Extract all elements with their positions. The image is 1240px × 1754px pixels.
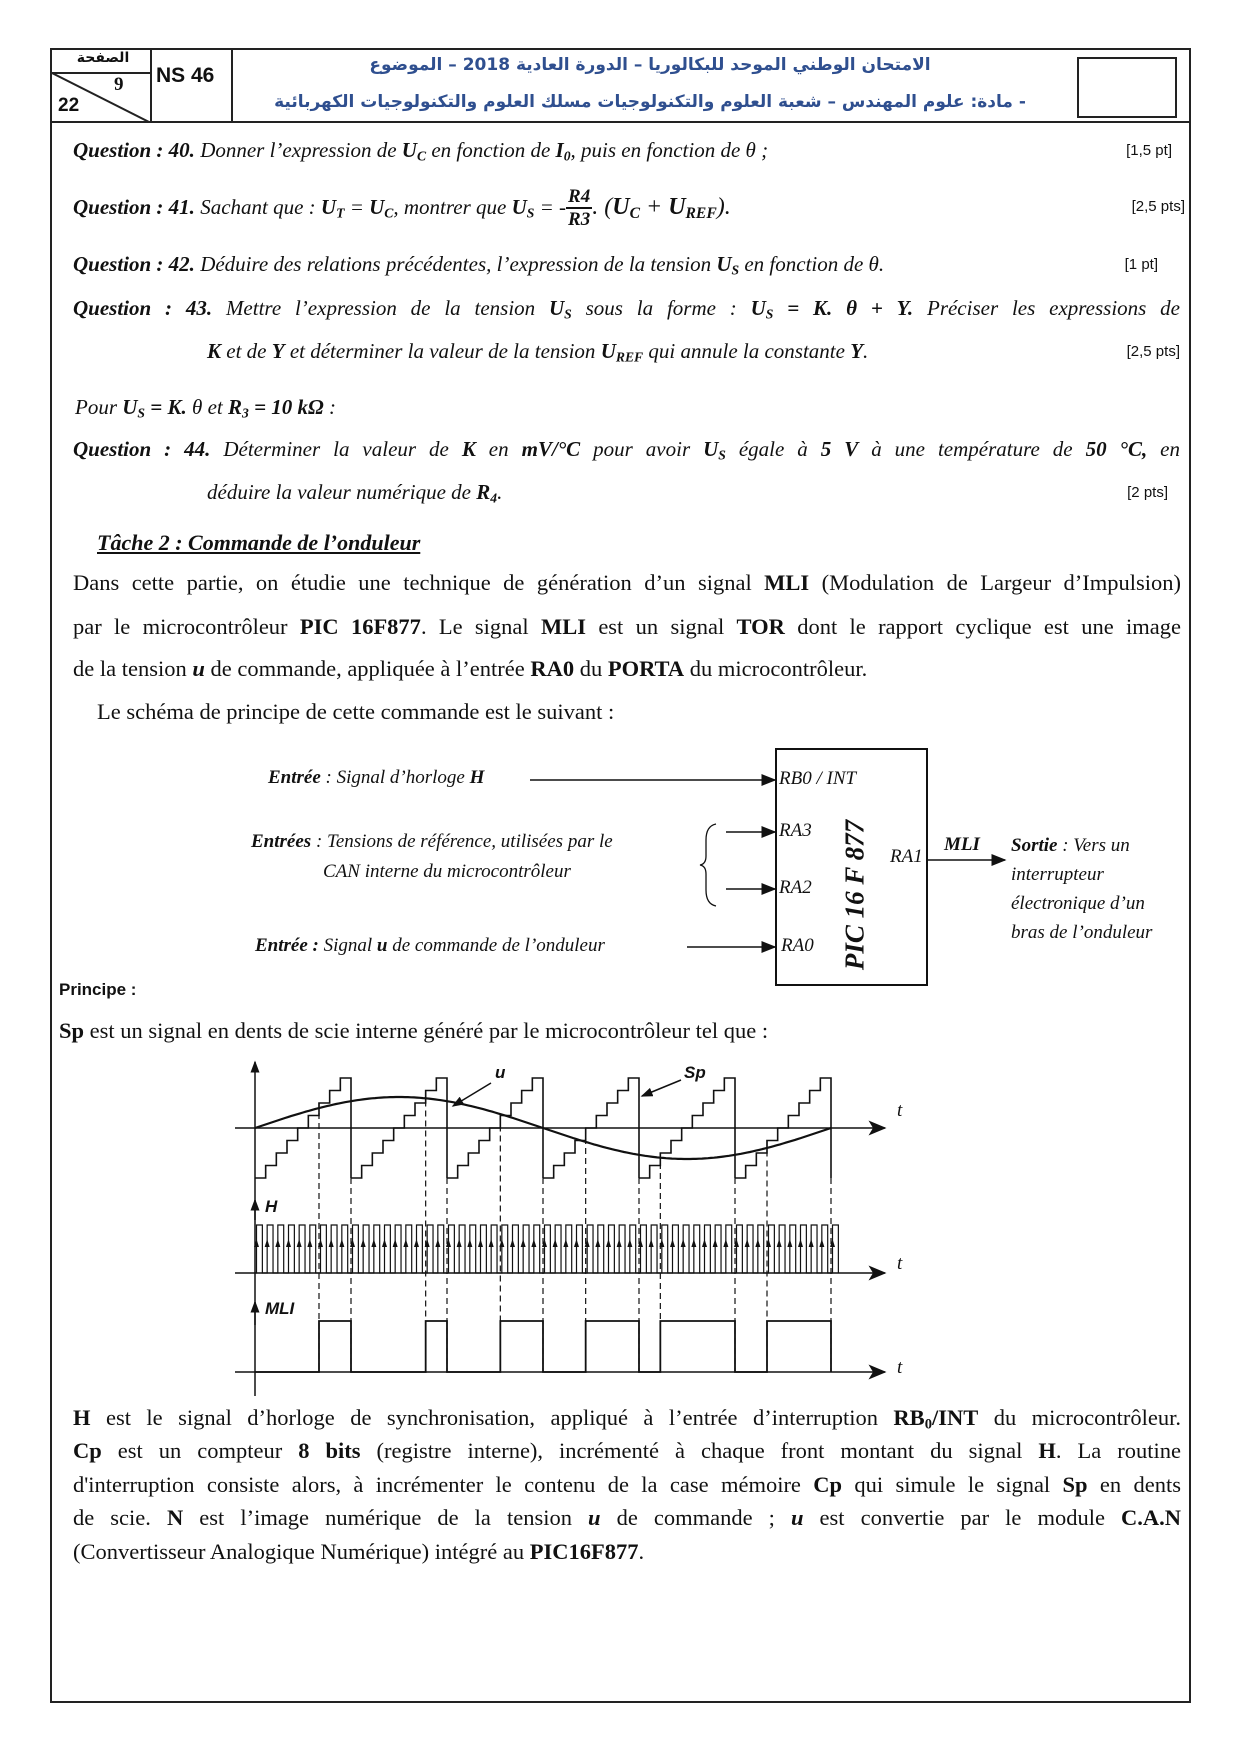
text-run: RB [893, 1405, 925, 1430]
text-run: est l’image numérique de la tension [183, 1505, 589, 1530]
text-run: 0 [563, 148, 571, 164]
grade-box [1077, 57, 1177, 118]
text-run: U [369, 194, 385, 219]
principe-title: Principe : [59, 980, 137, 999]
question-44-line2 [207, 480, 502, 506]
header-title-line1: الامتحان الوطني الموحد للبكالوريا – الدورة العادية 2018 – الموضوع [369, 55, 931, 75]
output-line [1011, 831, 1152, 860]
text-run: TOR [736, 614, 785, 639]
text-run: est un compteur [101, 1438, 299, 1463]
timing-chart [0, 1050, 1240, 1410]
text-run: et [202, 395, 228, 419]
text-run: Entrée [268, 767, 321, 788]
t-axis-label: t [897, 1253, 903, 1274]
input-u-label [255, 935, 605, 957]
text-run: déduire la valeur numérique de [207, 480, 477, 504]
pin-ra3: RA3 [779, 820, 812, 841]
text-run: est un signal en dents de scie interne généré par le microcontrôleur tel que : [84, 1018, 769, 1043]
text-run: U [511, 194, 527, 219]
text-run: en [475, 437, 522, 461]
text-run: 8 bits [298, 1438, 361, 1463]
text-run: H [469, 767, 485, 788]
text-run: . La routine [1055, 1438, 1181, 1463]
text-run: MLI [764, 570, 810, 595]
text-run: du [574, 656, 608, 681]
text-run: de commande de l’onduleur [387, 935, 605, 956]
intro-line [73, 656, 867, 682]
signal-h [255, 1225, 838, 1273]
exam-code: NS 46 [156, 64, 215, 87]
page-total: 22 [58, 95, 80, 116]
sp-description [59, 1018, 768, 1044]
question-40 [73, 138, 768, 164]
text-run: interrupteur [1011, 864, 1104, 885]
pin-ra0: RA0 [781, 935, 814, 956]
text-run: u [192, 656, 205, 681]
sp-pointer [642, 1080, 681, 1096]
question-44-points: [2 pts] [1127, 484, 1168, 501]
pin-ra2: RA2 [779, 877, 812, 898]
text-run: RA0 [530, 656, 575, 681]
text-run: Préciser les expressions de [913, 296, 1180, 320]
text-run: du microcontrôleur. [978, 1405, 1181, 1430]
page-number: 9 [114, 74, 124, 95]
text-run: en dents [1087, 1472, 1181, 1497]
text-run: u [588, 1505, 601, 1530]
question-43-line2 [207, 339, 868, 365]
header-divider [50, 121, 1189, 123]
text-run: : Signal d’horloge [320, 767, 470, 788]
explanation-line [73, 1438, 1181, 1464]
text-run: et déterminer la valeur de la tension [284, 339, 601, 363]
text-run: sous la forme : [571, 296, 751, 320]
u-pointer [453, 1083, 491, 1106]
intro-line [73, 570, 1181, 596]
text-run: U [401, 138, 417, 162]
text-run: en fonction de θ. [739, 252, 885, 276]
text-run: U [668, 193, 686, 220]
chip-label: PIC 16 F 877 [839, 819, 870, 971]
text-run: Entrées [251, 831, 312, 852]
question-43-points: [2,5 pts] [1126, 343, 1180, 360]
text-run: U [612, 193, 630, 220]
text-run: pour avoir [580, 437, 704, 461]
text-run: = [344, 194, 370, 219]
text-run: PORTA [607, 656, 685, 681]
text-run: U [122, 395, 138, 419]
given-values [75, 395, 336, 421]
question-44-line1 [73, 437, 1180, 463]
text-run: PIC 16F877 [299, 614, 421, 639]
question-41-text [73, 195, 566, 221]
task-title: Tâche 2 : Commande de l’onduleur [97, 530, 421, 555]
text-run: Cp [813, 1472, 843, 1497]
text-run: Donner l’expression de [194, 138, 402, 162]
intro-line [73, 614, 1181, 640]
text-run: H [73, 1405, 91, 1430]
text-run: U [320, 194, 337, 219]
text-run: dont le rapport cyclique est une image [784, 614, 1181, 639]
text-run: est convertie par le module [803, 1505, 1122, 1530]
text-run: ). [716, 193, 731, 220]
text-run: : Tensions de référence, utilisées par le [311, 831, 613, 852]
text-run: Y [271, 339, 285, 363]
text-run: Déterminer la valeur de [210, 437, 462, 461]
mli-label: MLI [265, 1299, 295, 1318]
text-run: u [376, 935, 388, 956]
text-run: 0 [924, 1416, 932, 1433]
text-run: I [555, 138, 564, 162]
text-run: MLI [541, 614, 586, 639]
text-run: qui annule la constante [643, 339, 851, 363]
question-42 [73, 252, 884, 278]
schema-intro: Le schéma de principe de cette commande est le suivant : [97, 699, 615, 724]
question-40-points: [1,5 pt] [1126, 142, 1172, 159]
brace [700, 824, 716, 906]
text-run: d'interruption consiste alors, à incrémenter le contenu de la case mémoire [73, 1472, 814, 1497]
page-label: الصفحة [76, 50, 130, 66]
text-run: de scie. [73, 1505, 167, 1530]
input-ref-label2: CAN interne du microcontrôleur [323, 861, 571, 882]
signal-mli [255, 1321, 831, 1372]
pin-rb0: RB0 / INT [779, 768, 857, 789]
text-run: PIC16F877 [529, 1539, 639, 1564]
text-run: . ( [592, 193, 613, 220]
sp-label: Sp [684, 1063, 706, 1082]
text-run: = - [534, 194, 567, 219]
question-41 [73, 186, 731, 230]
text-run: K [207, 339, 222, 363]
text-run: S [137, 405, 146, 421]
text-run: électronique d’un [1011, 893, 1145, 914]
explanation-line [73, 1505, 1181, 1531]
explanation-line [73, 1539, 644, 1565]
text-run: C.A.N [1121, 1505, 1182, 1530]
u-label: u [495, 1063, 506, 1082]
text-run: , montrer que [393, 194, 512, 219]
text-run: U [600, 339, 616, 363]
text-run: à une température de [858, 437, 1086, 461]
text-run: θ [192, 395, 203, 419]
text-run: en fonction de [426, 138, 556, 162]
text-run: . [638, 1539, 645, 1564]
text-run: . [497, 480, 503, 504]
text-run: (registre interne), incrémenté à chaque front montant du signal [360, 1438, 1039, 1463]
text-run: R [476, 480, 491, 504]
text-run: = 10 kΩ [248, 395, 324, 419]
text-run: Signal [318, 935, 377, 956]
text-run: REF [615, 349, 644, 365]
text-run: de la tension [73, 656, 193, 681]
h-label: H [265, 1197, 278, 1216]
question-41-expression [592, 194, 731, 223]
input-h-label [268, 767, 484, 789]
text-run: S [731, 262, 740, 278]
text-run: u [790, 1505, 804, 1530]
text-run: T [336, 205, 345, 221]
text-run: S [765, 306, 774, 322]
text-run: Mettre l’expression de la tension [212, 296, 549, 320]
output-line [1011, 918, 1152, 947]
text-run: U [703, 437, 719, 461]
text-run: et de [221, 339, 272, 363]
text-run: 50 °C, [1085, 437, 1148, 461]
t-axis-label: t [897, 1357, 903, 1378]
text-run: Question : 40. [73, 138, 195, 162]
text-run: 3 [242, 405, 249, 421]
text-run: R [227, 395, 242, 419]
text-run: : [323, 395, 336, 419]
text-run: REF [685, 204, 717, 222]
divider [231, 48, 233, 123]
text-run: . Le signal [420, 614, 541, 639]
text-run: Sp [1062, 1472, 1088, 1497]
text-run: de commande ; [600, 1505, 791, 1530]
question-43-line1 [73, 296, 1180, 322]
text-run: 4 [490, 490, 498, 506]
text-run: K [461, 437, 476, 461]
text-run: /INT [932, 1405, 979, 1430]
text-run: U [549, 296, 565, 320]
output-description [1011, 831, 1152, 947]
text-run: C [384, 205, 394, 221]
text-run: 5 V [820, 437, 859, 461]
text-run: . [863, 339, 869, 363]
text-run: qui simule le signal [842, 1472, 1063, 1497]
t-axis-label: t [897, 1100, 903, 1121]
output-mli-label: MLI [944, 834, 980, 855]
fraction-numerator: R4 [568, 186, 591, 207]
text-run: S [718, 447, 726, 463]
text-run: + [639, 193, 669, 220]
text-run: Entrée : [255, 935, 319, 956]
text-run: Sortie [1011, 835, 1058, 856]
text-run: , puis en fonction de θ ; [570, 138, 769, 162]
question-42-points: [1 pt] [1124, 256, 1158, 273]
text-run: est le signal d’horloge de synchronisation, appliqué à l’entrée d’interruption [90, 1405, 894, 1430]
pin-ra1: RA1 [890, 846, 923, 867]
text-run: bras de l’onduleur [1011, 922, 1153, 943]
text-run: N [166, 1505, 184, 1530]
text-run: Question : 43. [73, 296, 213, 320]
input-ref-label [251, 831, 613, 853]
text-run: du microcontrôleur. [684, 656, 868, 681]
text-run: est un signal [586, 614, 737, 639]
text-run: Déduire des relations précédentes, l’expression de la tension [194, 252, 717, 276]
text-run: (Convertisseur Analogique Numérique) intégré au [73, 1539, 530, 1564]
text-run: : Vers un [1057, 835, 1130, 856]
text-run: U [716, 252, 732, 276]
header-title-line2: - مادة: علوم المهندس – شعبة العلوم والتكنولوجيات مسلك العلوم والتكنولوجيات الكهربائية [274, 92, 1026, 112]
text-run: (Modulation de Largeur d’Impulsion) [809, 570, 1182, 595]
text-run: Question : 42. [73, 252, 195, 276]
explanation-line [73, 1405, 1181, 1434]
fraction-denominator: R3 [568, 209, 591, 230]
text-run: C [416, 148, 427, 164]
text-run: S [564, 306, 572, 322]
text-run: H [1038, 1438, 1056, 1463]
text-run: Cp [73, 1438, 102, 1463]
text-run: Sachant que : [194, 194, 321, 219]
text-run: S [526, 205, 535, 221]
text-run: = K. [145, 395, 192, 419]
text-run: Dans cette partie, on étudie une technique de génération d’un signal [73, 570, 765, 595]
text-run: égale à [725, 437, 821, 461]
text-run: de commande, appliquée à l’entrée [204, 656, 531, 681]
text-run: Pour [75, 395, 123, 419]
text-run: Question : 41. [73, 194, 195, 219]
question-41-points: [2,5 pts] [1131, 198, 1185, 215]
text-run: Question : 44. [73, 437, 211, 461]
text-run: C [629, 204, 640, 222]
output-line [1011, 860, 1152, 889]
text-run: en [1147, 437, 1181, 461]
text-run: Y [850, 339, 864, 363]
text-run: = K. θ + Y. [773, 296, 914, 320]
text-run: U [750, 296, 766, 320]
output-line [1011, 889, 1152, 918]
text-run: mV/°C [521, 437, 581, 461]
text-run: par le microcontrôleur [73, 614, 300, 639]
explanation-line [73, 1472, 1181, 1498]
fraction [566, 186, 592, 230]
text-run: Sp [59, 1018, 85, 1043]
